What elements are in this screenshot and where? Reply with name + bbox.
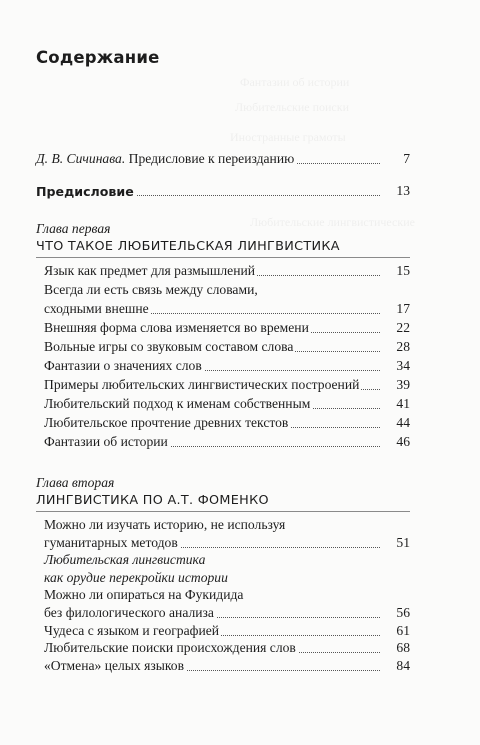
page-number: 51 [396,534,410,550]
preface-author: Д. В. Сичинава. [36,151,126,166]
toc-entry-text: Можно ли изучать историю, не используя [44,517,286,532]
page-number: 41 [396,396,410,411]
toc-entry-text: Внешняя форма слова изменяется во времени [44,320,309,335]
toc-entry-text: Примеры любительских лингвистических построений [44,377,360,392]
toc-entry-text: Любительская лингвистика [44,552,206,568]
toc-entry-text: Можно ли опираться на Фукидида [44,587,244,603]
page-number: 13 [396,183,410,198]
page-number: 22 [396,320,410,335]
toc-entry-text: Фантазии об истории [44,434,168,449]
page-number: 15 [396,263,410,278]
page-number: 61 [396,622,410,638]
chapter2-title: ЛИНГВИСТИКА ПО А.Т. ФОМЕНКО [36,493,269,508]
toc-entry-text: сходными внешне [44,301,149,316]
page-number: 44 [396,415,410,430]
preface-reissue-text: Предисловие к переизданию [128,151,295,166]
toc-entry-text: Всегда ли есть связь между словами, [44,282,258,297]
toc-entry-text: Любительский подход к именам собственным [44,396,311,411]
toc-entry-text: Вольные игры со звуковым составом слова [44,339,294,354]
page-number: 17 [396,301,410,316]
preface-text: Предисловие [36,184,134,199]
page-number: 56 [396,605,410,620]
toc-entry-text: Любительские поиски происхождения слов [44,640,296,656]
page-number: 28 [396,339,410,354]
toc-page: Фантазии об истории Любительские поиски Иностранные грамоты Любительские лингвистические Содержание Д. В. Сичинава. Предисловие к переизданию 7 Предисловие 13 Глава первая ЧТО ТАКОЕ ЛЮБИТЕЛЬСКАЯ ЛИНГВИСТИКА Язык как предмет для размышлений 15 Всегда ли есть связь между словами, сходными внешне 17 Внешняя форма слова изменяется во времени 22 Вольные игры со звуковым составом слова 28 Фантазии о значениях слов 34 Примеры любительских лингвистических построений 39 Любительский подход к именам собственным 41 Любительское прочтение древних текстов 44 Фантазии об истории 46 Глава вторая ЛИНГВИСТИКА ПО А.Т. ФОМЕНКО Можно ли изучать историю, не используя гуманитарных методов 51 Любительская лингвистика как орудие перекройки истории Можно ли опираться на Фукидида без филологического анализа 56 Чудеса с языком и географией 61 Любительские поиски происхождения слов 68 «Отмена» целых языков 84 [36,48,415,673]
page-number: 7 [403,151,410,166]
page-number: 46 [396,434,410,449]
toc-entry-text: как орудие перекройки истории [44,569,228,585]
toc-entry-text: без филологического анализа [44,605,214,620]
toc-entry-text: Фантазии о значениях слов [44,358,202,373]
chapter1-label: Глава первая [36,221,111,236]
toc-entry-text: Чудеса с языком и географией [44,622,220,638]
page-number: 84 [396,657,410,673]
chapter2-rule [36,511,410,512]
toc-entry-text: гуманитарных методов [44,534,178,550]
toc-entry-text: «Отмена» целых языков [44,657,184,673]
chapter1-title: ЧТО ТАКОЕ ЛЮБИТЕЛЬСКАЯ ЛИНГВИСТИКА [36,239,340,254]
page-number: 39 [396,377,410,392]
page-number: 68 [396,640,410,656]
chapter2-label: Глава вторая [36,475,115,490]
page-title: Содержание [36,48,160,67]
page-number: 34 [396,358,410,373]
toc-entry-text: Язык как предмет для размышлений [44,263,256,278]
chapter1-rule [36,257,410,258]
toc-entry-text: Любительское прочтение древних текстов [44,415,289,430]
